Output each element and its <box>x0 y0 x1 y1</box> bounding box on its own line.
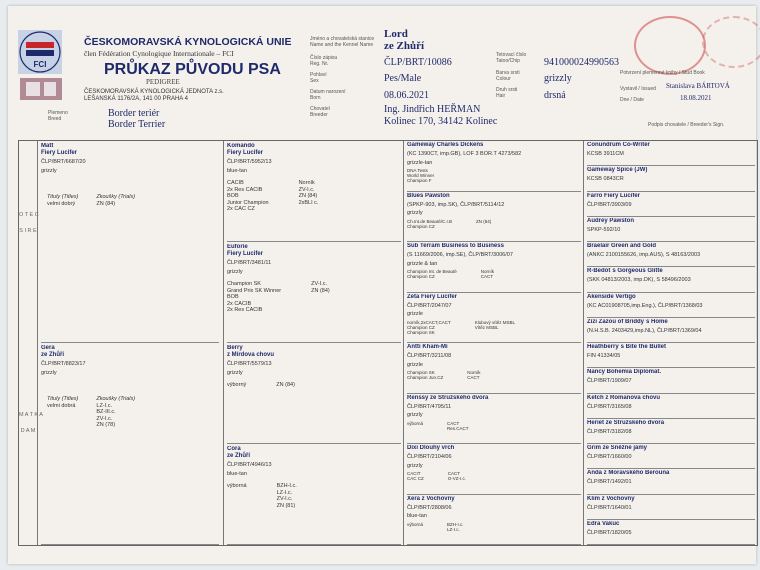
great-great-grandparent-cell <box>587 218 755 242</box>
grandparent-cell <box>227 244 401 343</box>
pedigree-name: Blues Pawston <box>407 192 450 199</box>
great-grandparent-titles: CACIT CAC CZ <box>407 471 424 481</box>
pedigree-name: Dixi Dlouhý vrch <box>407 445 455 451</box>
pedigree-reg: ČLP/BRT/1660/00 <box>587 454 632 460</box>
issued-by-label: Vystavil / Issued <box>620 86 656 92</box>
pedigree-reg: (KC 1390CT, imp.GB), LOF 3 BOR.T 4273/582 <box>407 151 522 157</box>
pedigree-reg: (S 11669/2006, imp.SE), ČLP/BRT/3006/07 <box>407 252 513 258</box>
pedigree-reg: (N.H.S.B. 2403429,imp.NL), ČLP/BRT/1369/04 <box>587 327 702 334</box>
parent-titles <box>47 194 78 207</box>
pedigree-color: grizzly <box>227 268 243 275</box>
pedigree-name: Sub Terram Business to Business <box>407 243 504 249</box>
breed-cz: Border teriér <box>108 108 160 119</box>
pedigree-reg: FIN 41334/05 <box>587 353 621 359</box>
dob-value: 08.06.2021 <box>384 90 429 101</box>
pedigree-name: Matt Fiery Lucifer <box>41 143 78 156</box>
tattoo-value: 941000024990563 <box>544 57 619 68</box>
grandparent-exams: ZN (84) <box>276 382 295 388</box>
reg-label: Číslo zápisu Reg. Nr. <box>310 55 338 67</box>
pedigree-name: Anda z Moravského Berouna <box>587 470 670 477</box>
pedigree-name: Edra Vakuc <box>587 520 620 527</box>
pedigree-reg: ČLP/BRT/3165/08 <box>587 403 632 410</box>
grandparent-titles-row <box>227 483 401 509</box>
great-grandparent-cell <box>407 496 581 546</box>
dob-label: Datum narození Born <box>310 89 346 101</box>
grandparent-cell <box>227 446 401 545</box>
great-great-grandparent-cell <box>587 167 755 191</box>
pedigree-reg: ČLP/BRT/5952/13 <box>227 159 272 165</box>
grandparent-titles-row <box>227 382 401 389</box>
pedigree-reg: ČLP/BRT/2104/06 <box>407 454 452 460</box>
hair-value: drsná <box>544 90 566 101</box>
pedigree-reg: SPKP-592/10 <box>587 226 621 233</box>
great-great-grandparent-cell <box>587 445 755 469</box>
pedigree-name: Berry z Mírdova chovu <box>227 345 275 358</box>
pedigree-reg: (KC AC01908705,imp.Eng.), ČLP/BRT/1368/03 <box>587 302 703 309</box>
great-great-grandparent-cell <box>587 193 755 217</box>
breed-en: Border Terrier <box>108 119 166 130</box>
pedigree-color: grizzly <box>41 369 57 376</box>
great-grandparent-titles: DNA Tests World Winner Champion F <box>407 168 435 183</box>
parent-titles-row <box>41 396 219 429</box>
great-great-grandparent-cell <box>587 268 755 292</box>
great-grandparent-exams: BZH-I.c. LZ-I.c. <box>447 521 464 532</box>
doc-title: PRŮKAZ PŮVODU PSA <box>104 61 281 78</box>
great-grandparent-titles: Champion Int. de Beauté Champion CZ <box>407 269 457 279</box>
grandparent-titles: výborný <box>227 382 247 388</box>
color-label: Barva srsti Colour <box>496 70 520 82</box>
great-grandparent-titles-row <box>407 421 581 431</box>
studbook-label: Potvrzení plemenné knihy / Stud Book <box>620 70 705 76</box>
great-grandparent-exams: Norník CACT <box>480 269 495 279</box>
breeder-sign-label: Podpis chovatele / Breeder's Sign. <box>648 122 725 128</box>
pedigree-name: Gameway Spice (JW) <box>587 167 648 174</box>
grandparent-exams: BZH-I.c. LZ-I.c. ZV-I.c. ZN (81) <box>276 483 297 509</box>
grandparent-exams: ZV-I.c. ZN (84) <box>311 281 330 294</box>
great-grandparent-cell <box>407 294 581 344</box>
pedigree-name: Komando Fiery Lucifer <box>227 143 264 156</box>
great-grandparent-titles-row <box>407 269 581 279</box>
pedigree-name: Renssy ze Stružského dvora <box>407 394 489 401</box>
great-great-grandparent-cell <box>587 470 755 494</box>
issuer-line2: LEŠANSKÁ 1176/2A, 141 00 PRAHA 4 <box>84 96 188 102</box>
great-grandparent-cell <box>407 142 581 192</box>
side-column <box>19 141 43 545</box>
great-grandparent-exams: CACT Res.CACT <box>447 420 469 431</box>
pedigree-name: Euforie Fiery Lucifer <box>227 244 264 257</box>
pedigree-color: grizzle-tan <box>407 159 433 166</box>
pedigree-color: grizzle <box>407 311 423 317</box>
great-grandparent-cell <box>407 445 581 495</box>
parent-cell <box>41 345 219 545</box>
pedigree-color: grizzly <box>407 462 423 469</box>
great-grandparent-titles: výborná <box>407 420 424 426</box>
great-great-grandparent-cell <box>587 243 755 267</box>
dam-side-label: M A T K A D A M <box>19 412 43 434</box>
great-grandparent-cell <box>407 344 581 394</box>
pedigree-table <box>18 140 758 546</box>
color-value: grizzly <box>544 73 572 84</box>
great-grandparent-titles: norník,2xCACT,CACT Champion CZ Champion SK <box>407 319 451 335</box>
pedigree-document <box>8 6 756 564</box>
pedigree-color: grizzly <box>407 412 423 418</box>
pedigree-color: grizzle <box>407 361 423 368</box>
great-grandparent-titles-row <box>407 471 581 481</box>
sex-value: Pes/Male <box>384 73 422 84</box>
pedigree-reg: ČLP/BRT/3182/08 <box>587 428 632 435</box>
pedigree-name: Zeta Fiery Lucifer <box>407 293 458 300</box>
breeder-label: Chovatel Breeder <box>310 106 330 118</box>
pedigree-name: Braelair Green and Gold <box>587 243 657 249</box>
pedigree-reg: KCSB 0843CR <box>587 176 624 183</box>
pedigree-name: Cora ze Zhůří <box>227 446 251 459</box>
dog-name-line1: Lord <box>384 28 408 40</box>
pedigree-name: Gameway Charles Dickens <box>407 142 484 148</box>
great-grandparent-cell <box>407 395 581 445</box>
great-great-grandparent-cell <box>587 294 755 318</box>
titles-value: velmi dobrý <box>47 200 76 207</box>
logo-text: FCI <box>33 60 47 69</box>
pedigree-name: Akenside Vertigo <box>587 293 636 300</box>
pedigree-name: Zizi Zazou of Briddy´s Home <box>587 318 668 325</box>
sex-label: Pohlaví Sex <box>310 72 327 84</box>
exams-value: LZ-I.c. BZ-III.c. ZV-I.c. ZN (78) <box>96 402 116 428</box>
great-grandparent-exams: ZN (84) <box>476 218 492 224</box>
pedigree-name: Farro Fiery Lucifer <box>587 192 641 199</box>
pedigree-color: grizzly <box>41 167 57 174</box>
org-title: ČESKOMORAVSKÁ KYNOLOGICKÁ UNIE <box>84 36 292 48</box>
stamp-seal <box>634 16 706 75</box>
grandparent-exams: Norník ZV-I.c. ZN (84) 2xBLI c. <box>298 180 319 206</box>
great-grandparent-titles: výborná <box>407 521 424 527</box>
pedigree-reg: (SKK 04813/2003, imp.DK), S 58496/2003 <box>587 277 691 284</box>
pedigree-name: Grim ze Sněžné jámy <box>587 445 648 451</box>
pedigree-name: Heathberry´s Bite the Bullet <box>587 344 667 350</box>
issue-date-label: Dne / Date <box>620 97 644 103</box>
pedigree-name: Ketch z Romanova chovu <box>587 394 661 401</box>
parent-cell <box>41 143 219 343</box>
great-grandparent-titles-row <box>407 320 581 335</box>
great-grandparent-exams: Klubový vítěz MSBL Vítěz MSBL <box>474 319 516 330</box>
titles-label: Tituly (Titles) <box>47 396 79 402</box>
great-grandparent-exams: CACT O-VZ-I.c. <box>447 471 466 481</box>
pedigree-reg: ČLP/BRT/1820/05 <box>587 529 632 536</box>
pedigree-reg: ČLP/BRT/8823/17 <box>41 361 86 367</box>
great-great-grandparent-cell <box>587 395 755 419</box>
hair-label: Druh srsti Hair <box>496 87 518 99</box>
pedigree-color: grizzly <box>227 369 243 376</box>
pedigree-reg: ČLP/BRT/4946/13 <box>227 462 272 468</box>
org-subtitle: člen Fédération Cynologique Internationale – FCI <box>84 49 234 58</box>
pedigree-reg: ČLP/BRT/3903/09 <box>587 201 632 208</box>
great-grandparent-titles-row <box>407 168 581 183</box>
pedigree-name: Klim z Vochovny <box>587 495 635 502</box>
pedigree-name: R-Bedot´s Gorgeous Glitte <box>587 268 663 275</box>
pedigree-reg: ČLP/BRT/1909/07 <box>587 378 632 385</box>
grandparent-cell <box>227 143 401 242</box>
exams-label: Zkoušky (Trials) <box>96 194 136 200</box>
name-label: Jméno a chovatelská stanice Name and the Kennel Name <box>310 36 375 48</box>
great-grandparent-exams: Norník CACT <box>467 370 481 380</box>
pedigree-reg: (ANKC 2100155626, imp.AUS), S 48163/2003 <box>587 252 701 258</box>
great-grandparent-titles-row <box>407 219 581 229</box>
great-grandparent-cell <box>407 243 581 293</box>
breed-label: Plemeno Breed <box>48 110 68 122</box>
pedigree-reg: (SPKP-903, imp.SK), ČLP/BRT/5114/12 <box>407 201 505 208</box>
issued-by-value: Stanislava BÁRTOVÁ <box>666 82 730 90</box>
pedigree-color: grizzly <box>407 210 423 216</box>
pedigree-name: Nancy Bohemia Diplomat. <box>587 369 662 376</box>
breeder-address: Kolinec 170, 34142 Kolinec <box>384 116 498 127</box>
pedigree-name: Audrey Pawston <box>587 217 635 224</box>
grandparent-titles-row <box>227 180 401 213</box>
pedigree-reg: KCSB 3911CM <box>587 151 624 157</box>
exams-value: ZN (84) <box>96 200 116 207</box>
parent-exams <box>96 194 135 207</box>
titles-value: velmi dobrá <box>47 402 76 409</box>
grandparent-titles: Champion SK Grand Prix SK Winner BOB 2x CACIB 2x Res CACIB <box>227 281 282 313</box>
great-grandparent-titles-row <box>407 370 581 380</box>
pedigree-reg: ČLP/BRT/1492/01 <box>587 479 632 486</box>
titles-label: Tituly (Titles) <box>47 194 79 200</box>
pedigree-reg: ČLP/BRT/2808/06 <box>407 504 452 511</box>
great-great-grandparent-cell <box>587 344 755 368</box>
doc-subtitle: PEDIGREE <box>146 78 180 86</box>
dog-name-line2: ze Zhůří <box>384 40 425 52</box>
pedigree-name: Antti Kham-Mi <box>407 344 448 350</box>
pedigree-reg: ČLP/BRT/5579/13 <box>227 361 272 367</box>
pedigree-reg: ČLP/BRT/3211/08 <box>407 353 452 359</box>
issue-date-value: 18.08.2021 <box>680 94 712 102</box>
pedigree-name: Gera ze Zhůří <box>41 345 65 358</box>
pedigree-color: grizzle & tan <box>407 260 438 267</box>
pedigree-reg: ČLP/BRT/3481/11 <box>227 260 272 266</box>
great-great-grandparent-cell <box>587 521 755 545</box>
reg-value: ČLP/BRT/10086 <box>384 57 452 68</box>
pedigree-name: Conundrum Co-Writer <box>587 142 650 148</box>
great-great-grandparent-cell <box>587 369 755 393</box>
breeder-name: Ing. Jindřich HEŘMAN <box>384 104 481 115</box>
tattoo-label: Tetovací číslo Tatoo/Chip <box>496 52 527 64</box>
grandparent-cell <box>227 345 401 444</box>
grandparent-titles: výborná <box>227 483 247 489</box>
pedigree-color: blue-tan <box>227 470 247 477</box>
parent-titles <box>47 396 78 429</box>
pedigree-reg: ČLP/BRT/1640/01 <box>587 504 632 511</box>
great-grandparent-titles-row <box>407 522 581 532</box>
pedigree-reg: ČLP/BRT/6687/20 <box>41 159 86 165</box>
parent-exams <box>96 396 135 429</box>
pedigree-color: blue-tan <box>227 167 247 174</box>
exams-label: Zkoušky (Trials) <box>96 396 136 402</box>
great-grandparent-cell <box>407 193 581 243</box>
stamp-seal-secondary <box>702 16 760 68</box>
pedigree-name: Heriet ze Stružského dvora <box>587 419 665 426</box>
issuer-line1: ČESKOMORAVSKÁ KYNOLOGICKÁ JEDNOTA z.s. <box>84 89 224 95</box>
grandparent-titles-row <box>227 281 401 314</box>
great-grandparent-titles: Champion SK Champion Jun.CZ <box>407 370 444 380</box>
pedigree-color: blue-tan <box>407 513 427 519</box>
parent-titles-row <box>41 194 219 207</box>
pedigree-name: Xera z Vochovny <box>407 495 455 502</box>
pedigree-reg: ČLP/BRT/2047/07 <box>407 302 452 309</box>
great-great-grandparent-cell <box>587 319 755 343</box>
great-great-grandparent-cell <box>587 420 755 444</box>
fci-logo <box>14 28 69 103</box>
sire-side-label: O T E C S I R E <box>19 212 39 234</box>
great-great-grandparent-cell <box>587 142 755 166</box>
great-great-grandparent-cell <box>587 496 755 520</box>
great-grandparent-titles: Ch.Int.de Beauté/C.I.B Champion CZ <box>407 218 453 229</box>
pedigree-reg: ČLP/BRT/4795/11 <box>407 403 452 410</box>
grandparent-titles: CACIB 2x Res CACIB BOB Junior Champion 2x CAC CZ <box>227 180 269 212</box>
